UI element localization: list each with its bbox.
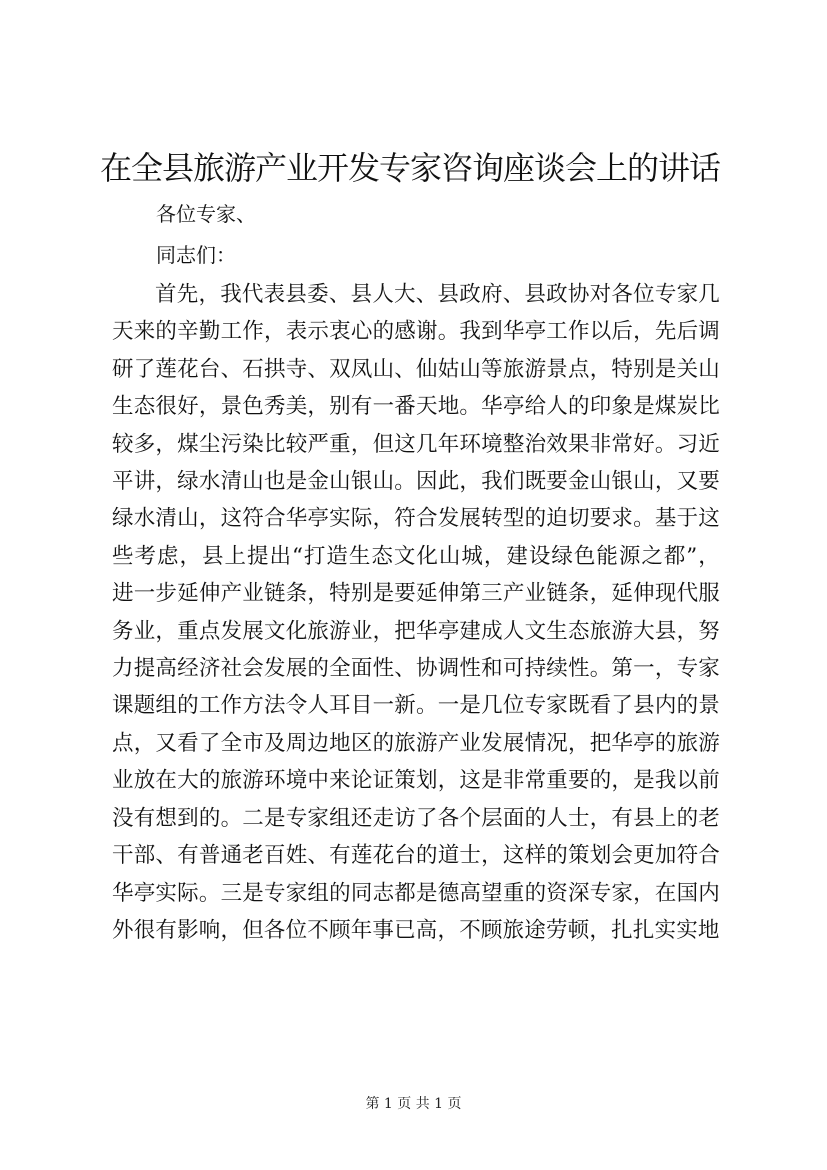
salutation-experts: 各位专家、	[156, 202, 256, 226]
document-title: 在全县旅游产业开发专家咨询座谈会上的讲话	[100, 149, 721, 187]
body-paragraph: 首先，我代表县委、县人大、县政府、县政协对各位专家几天来的辛勤工作，表示衷心的感谢。我到华亭工作以后，先后调研了莲花台、石拱寺、双凤山、仙姑山等旅游景点，特别是关山生态很好，景色秀美，别有一番天地。华亭给人的印象是煤炭比较多，煤尘污染比较严重，但这几年环境整治效果非常好。习近平讲，绿水清山也是金山银山。因此，我们既要金山银山，又要绿水清山，这符合华亭实际，符合发展转型的迫切要求。基于这些考虑，县上提出“打造生态文化山城，建设绿色能源之都”，进一步延伸产业链条，特别是要延伸第三产业链条，延伸现代服务业，重点发展文化旅游业，把华亭建成人文生态旅游大县，努力提高经济社会发展的全面性、协调性和可持续性。第一，专家课题组的工作方法令人耳目一新。一是几位专家既看了县内的景点，又看了全市及周边地区的旅游产业发展情况，把华亭的旅游业放在大的旅游环境中来论证策划，这是非常重要的，是我以前没有想到的。二是专家组还走访了各个层面的人士，有县上的老干部、有普通老百姓、有莲花台的道士，这样的策划会更加符合华亭实际。三是专家组的同志都是德高望重的资深专家，在国内外很有影响，但各位不顾年事已高，不顾旅途劳顿，扎扎实实地	[112, 282, 720, 943]
salutation-comrades: 同志们：	[156, 243, 236, 267]
page-footer: 第 1 页 共 1 页	[365, 1096, 462, 1112]
